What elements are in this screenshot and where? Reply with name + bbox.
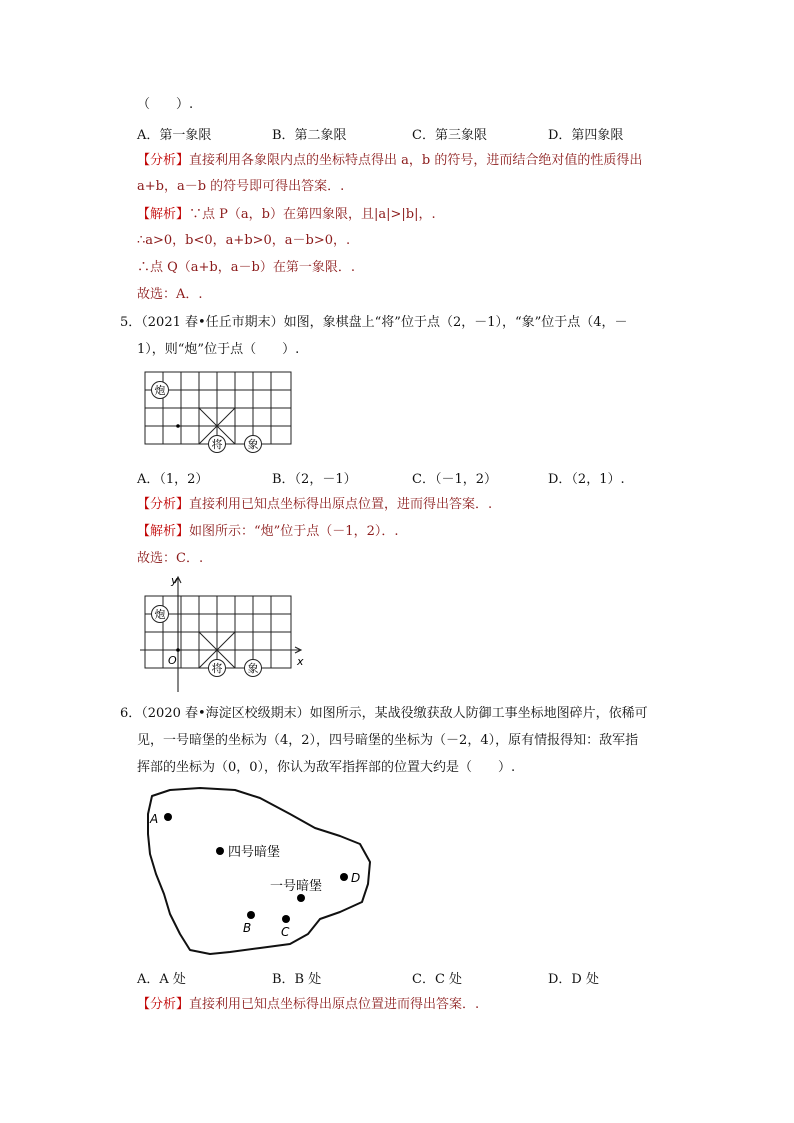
point-b <box>247 911 255 919</box>
piece-xiang-label: 象 <box>247 438 259 451</box>
q6-option-c: C．C 处 <box>412 972 463 987</box>
q5-option-d: D．（2，1）. <box>548 472 625 487</box>
q6-option-b: B．B 处 <box>272 972 322 987</box>
origin-label: O <box>168 654 177 667</box>
analysis-text: 直接利用各象限内点的坐标特点得出 a，b 的符号，进而结合绝对值的性质得出 <box>189 153 643 168</box>
q5-option-b: B．（2，－1） <box>272 472 357 487</box>
q4-solution <box>137 206 436 224</box>
q6-option-d: D．D 处 <box>548 972 599 987</box>
bunker-one-label: 一号暗堡 <box>270 879 323 894</box>
point-c-label: C <box>281 925 290 939</box>
point-d <box>340 873 348 881</box>
q5-solution-figure <box>140 572 315 694</box>
q6-map-fragment <box>140 784 380 964</box>
piece-xiang-label: 象 <box>247 662 259 675</box>
q6-analysis <box>137 996 479 1014</box>
piece-pao-label: 炮 <box>154 608 166 621</box>
point-a <box>164 813 172 821</box>
analysis-text: 直接利用已知点坐标得出原点位置，进而得出答案．. <box>189 497 493 512</box>
bunker-four-label: 四号暗堡 <box>228 845 281 860</box>
analysis-tag: 【分析】 <box>137 153 190 168</box>
y-axis-label: y <box>171 574 178 587</box>
q4-analysis-cont: a+b，a－b 的符号即可得出答案．. <box>137 179 345 194</box>
q6-option-a: A．A 处 <box>137 972 186 987</box>
q4-paren: （ ）. <box>137 97 194 112</box>
q6-stem-1: 6．（2020 春•海淀区校级期末）如图所示，某战役缴获敌人防御工事坐标地图碎片，依稀可 <box>120 706 648 721</box>
solution-text: 如图所示：“炮”位于点（－1，2）．. <box>189 524 399 539</box>
point-d-label: D <box>351 871 361 885</box>
q4-analysis <box>137 152 642 170</box>
q4-solution-2: ∴a>0，b<0，a+b>0，a－b>0，. <box>137 233 351 248</box>
solution-text: ∵点 P（a，b）在第四象限，且|a|>|b|，. <box>189 207 436 222</box>
q4-option-a: A．第一象限 <box>137 128 212 143</box>
q4-choose: 故选：A．. <box>137 287 203 302</box>
x-axis-label: x <box>297 655 304 668</box>
piece-pao-label: 炮 <box>154 384 166 397</box>
q5-stem-2: 1），则“炮”位于点（ ）. <box>137 342 300 357</box>
q5-analysis <box>137 496 492 514</box>
solution-tag: 【解析】 <box>137 524 190 539</box>
analysis-text: 直接利用已知点坐标得出原点位置进而得出答案．. <box>189 997 480 1012</box>
q5-option-a: A．（1，2） <box>137 472 209 487</box>
analysis-tag: 【分析】 <box>137 997 190 1012</box>
point-c <box>282 915 290 923</box>
point-a-label: A <box>150 812 159 826</box>
q6-stem-3: 挥部的坐标为（0，0），你认为敌军指挥部的位置大约是（ ）. <box>137 760 516 775</box>
q5-solution <box>137 523 398 541</box>
piece-jiang-label: 将 <box>211 438 223 451</box>
analysis-tag: 【分析】 <box>137 497 190 512</box>
q5-choose: 故选：C．. <box>137 551 204 566</box>
q4-option-d: D．第四象限 <box>548 128 624 143</box>
q4-solution-3: ∴点 Q（a+b，a－b）在第一象限．. <box>137 260 355 275</box>
q5-option-c: C．（－1，2） <box>412 472 497 487</box>
point-b-label: B <box>243 921 252 935</box>
q5-chessboard-figure <box>140 368 300 458</box>
solution-tag: 【解析】 <box>137 207 190 222</box>
piece-jiang-label: 将 <box>211 662 223 675</box>
bunker-four <box>216 847 224 855</box>
bunker-one <box>297 894 305 902</box>
q4-option-c: C．第三象限 <box>412 128 487 143</box>
q6-stem-2: 见，一号暗堡的坐标为（4，2），四号暗堡的坐标为（－2，4），原有情报得知：敌军指 <box>137 733 639 748</box>
q4-option-b: B．第二象限 <box>272 128 347 143</box>
q5-stem-1: 5．（2021 春•任丘市期末）如图，象棋盘上“将”位于点（2，－1），“象”位于点（4，－ <box>120 315 628 330</box>
